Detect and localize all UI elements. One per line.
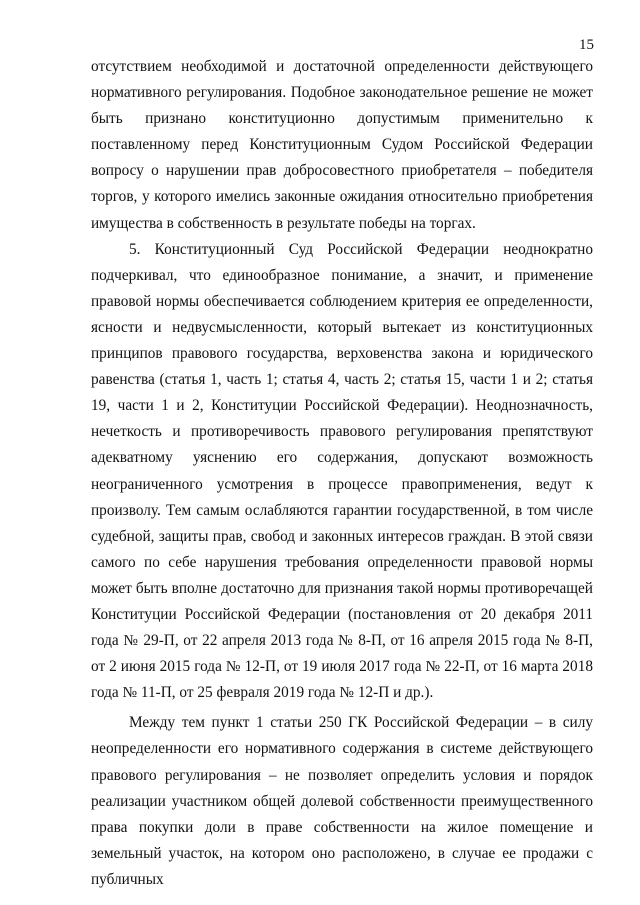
page-number: 15 xyxy=(579,37,594,53)
paragraph-continuation: отсутствием необходимой и достаточной определенности действующего нормативного регулирования. Подобное законодательное решение не может быть признано конституционно допустимым применительно к поставленному перед Конституционным Судом Российской Федерации вопросу о нарушении прав добросовестного приобретателя – победителя торгов, у которого имелись законные ожидания относительно приобретения имущества в собственность в результате победы на торгах. xyxy=(91,58,593,232)
paragraph-point-5: 5. Конституционный Суд Российской Федерации неоднократно подчеркивал, что единообразное понимание, а значит, и применение правовой нормы обеспечивается соблюдением критерия ее определенности, ясности и недвусмысленности, который вытекает из конституционных принципов правового государства, верховенства закона и юридического равенства (статья 1, часть 1; статья 4, часть 2; статья 15, части 1 и 2; статья 19, части 1 и 2, Конституции Российской Федерации). Неоднозначность, нечеткость и противоречивость правового регулирования препятствуют адекватному уяснению его содержания, допускают возможность неограниченного усмотрения в процессе правоприменения, ведут к произволу. Тем самым ослабляются гарантии государственной, в том числе судебной, защиты прав, свобод и законных интересов граждан. В этой связи самого по себе нарушения требования определенности правовой нормы может быть вполне достаточно для признания такой нормы противоречащей Конституции Российской Федерации (постановления от 20 декабря 2011 года № 29-П, от 22 апреля 2013 года № 8-П, от 16 апреля 2015 года № 8-П, от 2 июня 2015 года № 12-П, от 19 июля 2017 года № 22-П, от 16 марта 2018 года № 11-П, от 25 февраля 2019 года № 12-П и др.). xyxy=(91,240,593,702)
document-body xyxy=(91,54,593,893)
paragraph-article-250: Между тем пункт 1 статьи 250 ГК Российской Федерации – в силу неопределенности его нормативного содержания в системе действующего правового регулирования – не позволяет определить условия и порядок реализации участником общей долевой собственности преимущественного права покупки доли в праве собственности на жилое помещение и земельный участок, на котором оно расположено, в случае ее продажи с публичных xyxy=(91,714,593,888)
